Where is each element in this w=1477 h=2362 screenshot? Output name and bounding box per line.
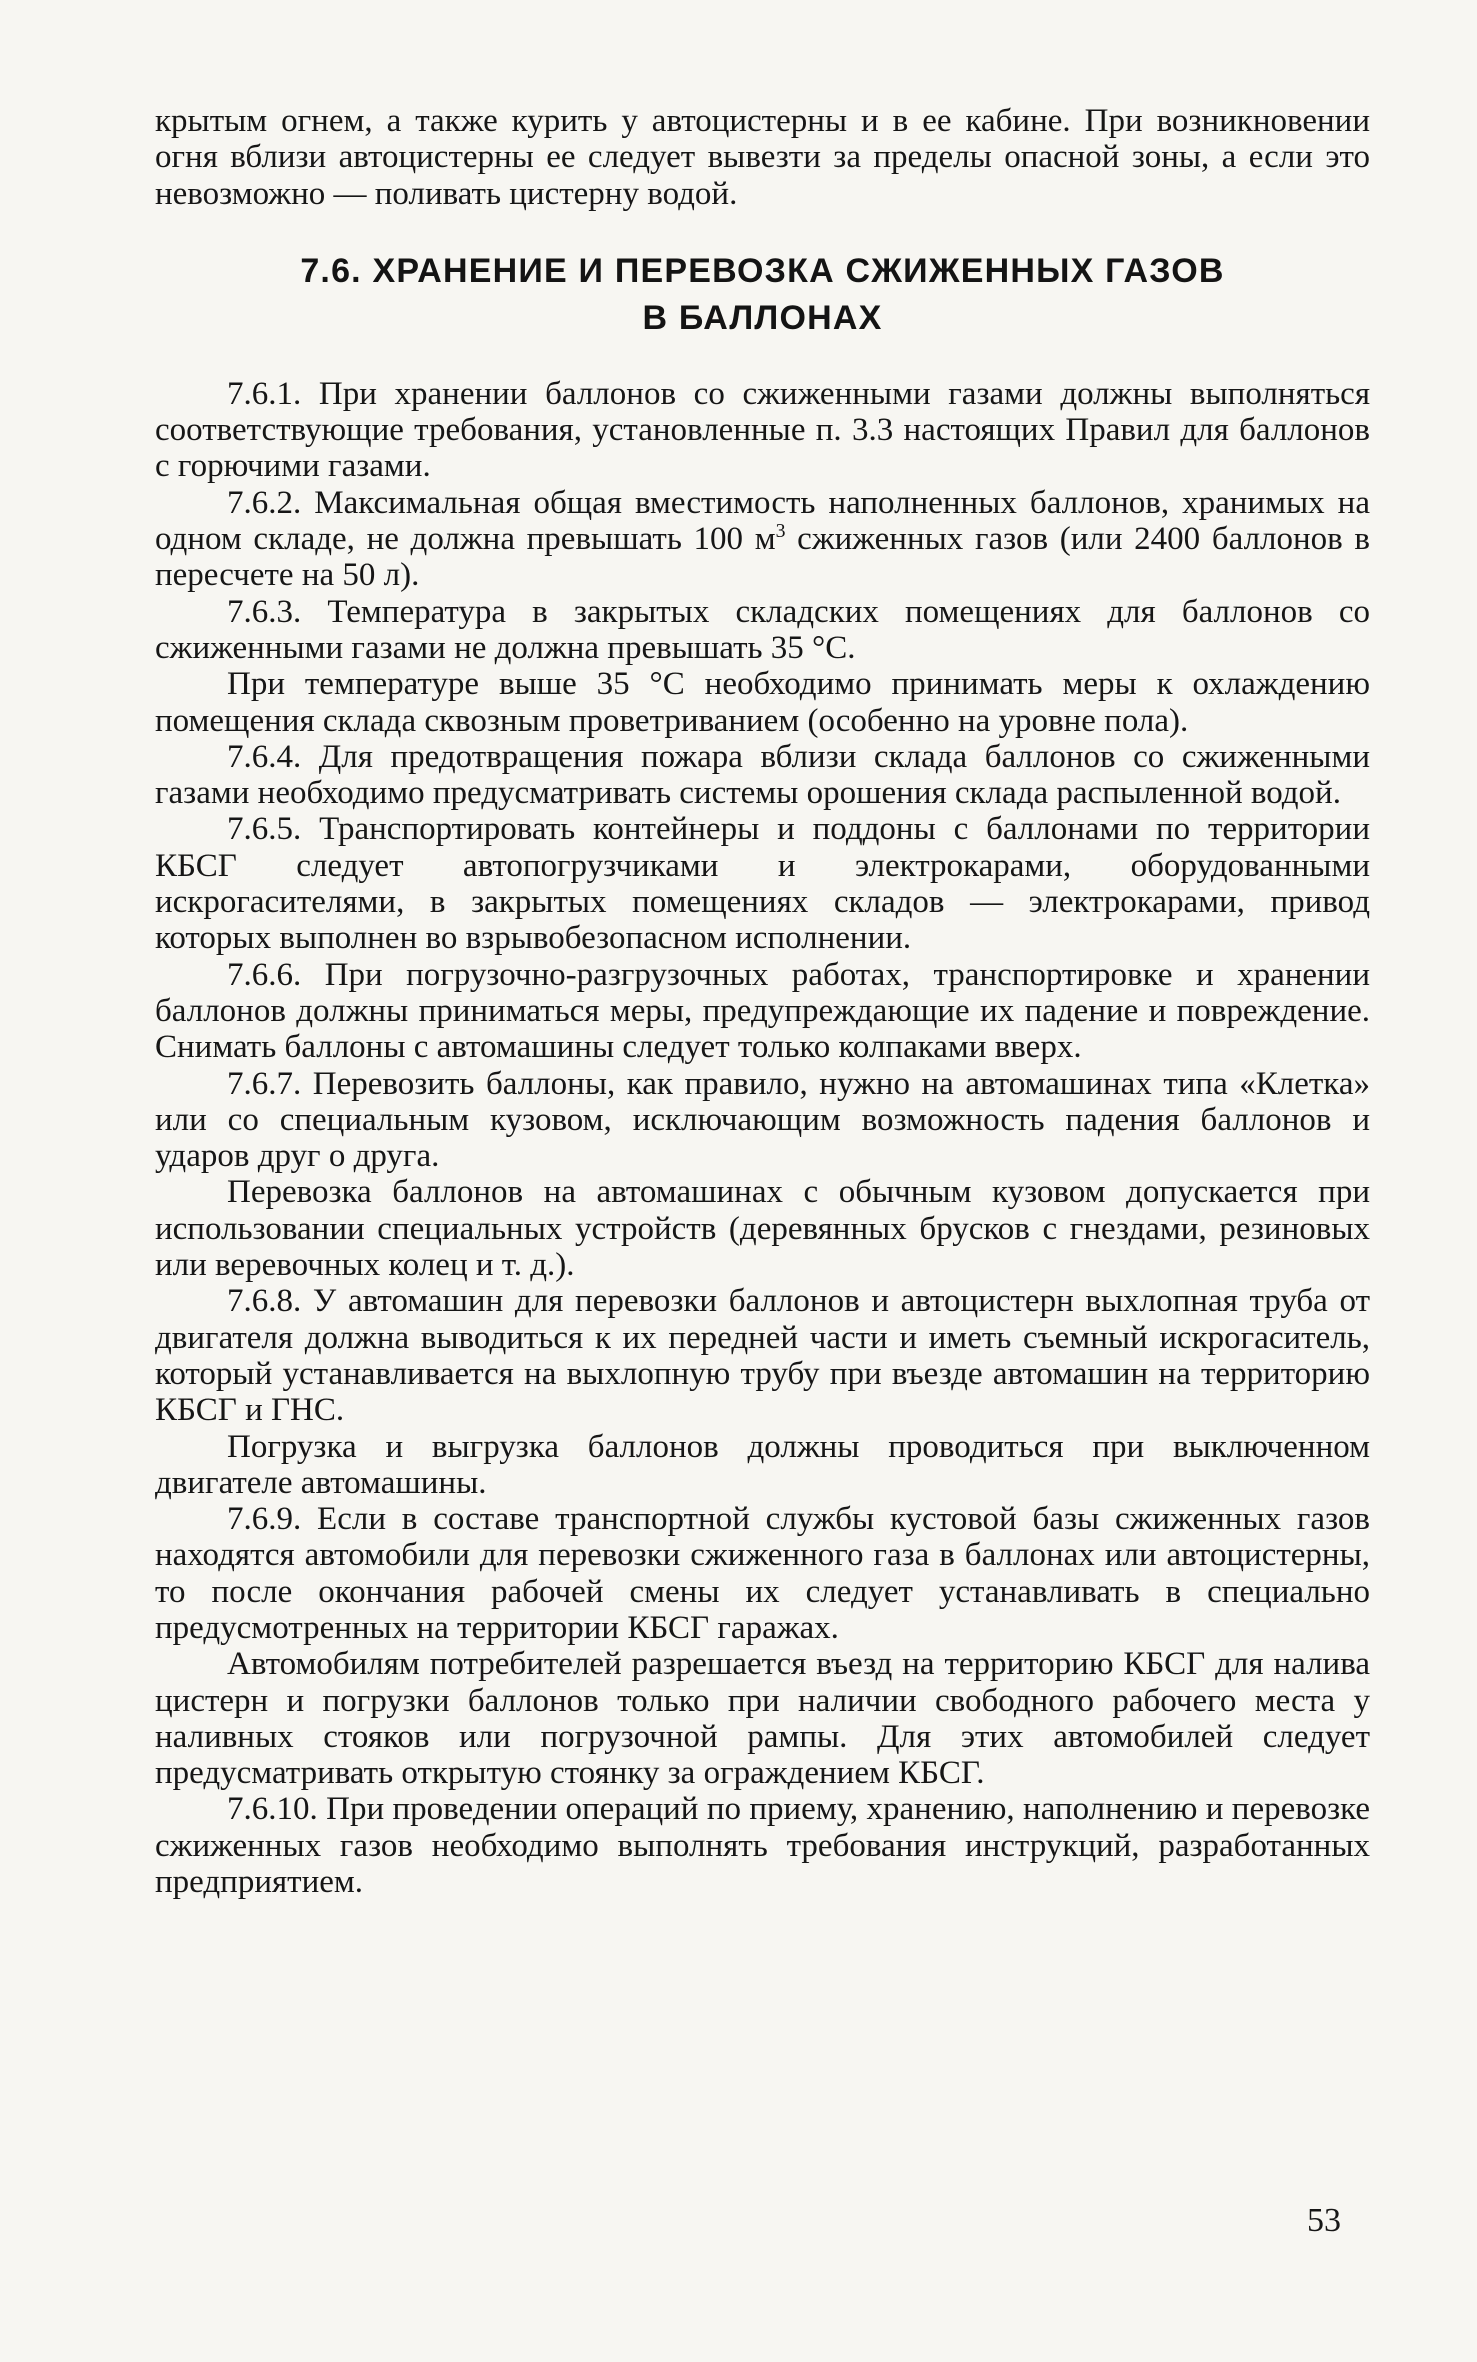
paragraph-transport-devices: Перевозка баллонов на автомашинах с обычным кузовом допускается при использовании специальных устройств (деревянных брусков с гнездами, резиновых или веревочных колец и т. д.). [155, 1174, 1370, 1284]
paragraph-7-6-9: 7.6.9. Если в составе транспортной службы кустовой базы сжиженных газов находятся автомобили для перевозки сжиженного газа в баллонах или автоцистерны, то после окончания рабочей смены их следует устанавливать в специально предусмотренных на территории КБСГ гаражах. [155, 1501, 1370, 1646]
paragraph-consumer-vehicles: Автомобилям потребителей разрешается въезд на территорию КБСГ для налива цистерн и погрузки баллонов только при наличии свободного рабочего места у наливных стояков или погрузочной рампы. Для этих автомобилей следует предусматривать открытую стоянку за ограждением КБСГ. [155, 1646, 1370, 1792]
paragraph-7-6-2-part-2: сжиженных газов (или 2400 баллонов в пересчете на 50 л). [155, 521, 1370, 594]
intro-paragraph: крытым огнем, а также курить у автоцистерны и в ее кабине. При возникновении огня вблизи автоцистерны ее следует вывезти за пределы опасной зоны, а если это невозможно — поливать цистерну водой. [155, 103, 1370, 212]
paragraph-7-6-8: 7.6.8. У автомашин для перевозки баллонов и автоцистерн выхлопная труба от двигателя должна выводиться к их передней части и иметь съемный искрогаситель, который устанавливается на выхлопную трубу при въезде автомашин на территорию КБСГ и ГНС. [155, 1283, 1370, 1429]
document-page [155, 103, 1370, 1900]
paragraph-7-6-7: 7.6.7. Перевозить баллоны, как правило, нужно на автомашинах типа «Клетка» или со специальным кузовом, исключающим возможность падения баллонов и ударов друг о друга. [155, 1065, 1370, 1175]
paragraph-7-6-5: 7.6.5. Транспортировать контейнеры и поддоны с баллонами по территории КБСГ следует автопогрузчиками и электрокарами, оборудованными искрогасителями, в закрытых помещениях складов — электрокарами, привод которых выполнен во взрывобезопасном исполнении. [155, 811, 1370, 957]
paragraph-7-6-6: 7.6.6. При погрузочно-разгрузочных работах, транспортировке и хранении баллонов должны приниматься меры, предупреждающие их падение и повреждение. Снимать баллоны с автомашины следует только колпаками вверх. [155, 956, 1370, 1066]
paragraph-7-6-2-part-1: 7.6.2. Максимальная общая вместимость наполненных баллонов, хранимых на одном складе, не должна превышать 100 м [155, 484, 1370, 558]
cubic-superscript: 3 [775, 520, 786, 543]
paragraph-loading-unloading: Погрузка и выгрузка баллонов должны проводиться при выключенном двигателе автомашины. [155, 1428, 1370, 1501]
paragraph-7-6-10: 7.6.10. При проведении операций по приему, хранению, наполнению и перевозке сжиженных газов необходимо выполнять требования инструкций, разработанных предприятием. [155, 1791, 1370, 1901]
page-number: 53 [1307, 2202, 1341, 2239]
paragraph-temperature-cooling: При температуре выше 35 °С необходимо принимать меры к охлаждению помещения склада сквозным проветриванием (особенно на уровне пола). [155, 666, 1370, 739]
section-heading [155, 248, 1370, 342]
paragraph-7-6-1: 7.6.1. При хранении баллонов со сжиженными газами должны выполняться соответствующие требования, установленные п. 3.3 настоящих Правил для баллонов с горючими газами. [155, 375, 1370, 485]
paragraph-7-6-4: 7.6.4. Для предотвращения пожара вблизи склада баллонов со сжиженными газами необходимо предусматривать системы орошения склада распыленной водой. [155, 738, 1370, 812]
paragraph-7-6-3: 7.6.3. Температура в закрытых складских помещениях для баллонов со сжиженными газами не должна превышать 35 °С. [155, 593, 1370, 666]
section-heading-line-2: В БАЛЛОНАХ [642, 298, 883, 337]
paragraph-7-6-2 [155, 485, 1370, 594]
section-heading-line-1: 7.6. ХРАНЕНИЕ И ПЕРЕВОЗКА СЖИЖЕННЫХ ГАЗОВ [300, 251, 1225, 290]
